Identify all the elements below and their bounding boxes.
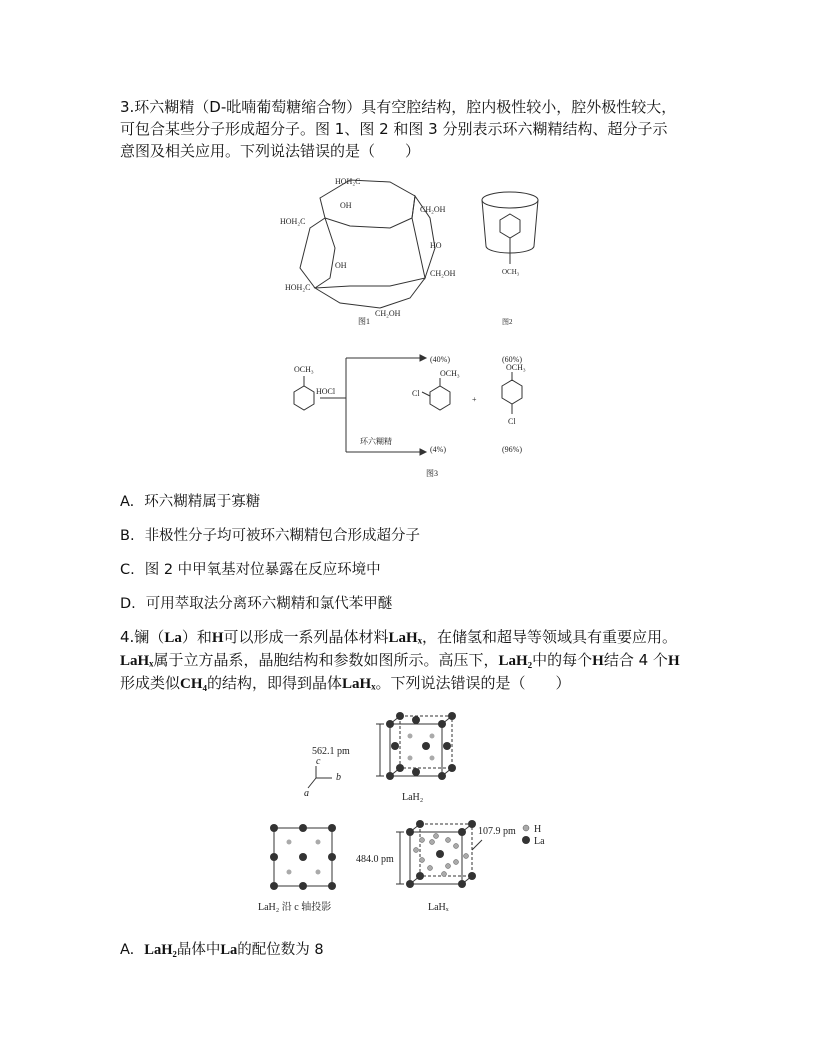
fig1-label-ch2oh-bottom: CH₂OH: [375, 309, 401, 318]
fig1-caption: 图1: [358, 317, 370, 326]
q4-line-2: [120, 649, 700, 672]
lah2-label: LaH₂: [402, 792, 424, 803]
axis-b-label: b: [336, 772, 341, 783]
option-label: C.: [120, 562, 135, 578]
q4-text: 结合 4 个: [603, 651, 668, 669]
axis-c-label: c: [316, 756, 321, 767]
fig3-reactant-sub: OCH₃: [294, 365, 314, 374]
q4-text: ，在储氢和超导等领域具有重要应用。: [422, 628, 678, 646]
option-text: 的配位数为 8: [237, 942, 324, 958]
fig1-label-oh-2: OH: [335, 261, 347, 270]
option-label: B.: [120, 528, 135, 544]
q3-line-2: 可包合某些分子形成超分子。图 1、图 2 和图 3 分别表示环六糊精结构、超分子示: [120, 120, 668, 138]
q4-text: 中的每个: [532, 651, 593, 669]
q4-text: ）和: [181, 628, 212, 646]
fig3-prod2-sub: OCH₃: [506, 363, 526, 372]
fig1-label-hoh2c-top: HOH₂C: [335, 177, 361, 186]
option-text: 环六糊精属于寡糖: [144, 494, 261, 510]
fig3-pct-top-right: (60%): [502, 355, 522, 364]
lahx-label: LaHₓ: [428, 902, 449, 913]
q4-line-1: [120, 626, 700, 649]
q4-formula: H: [667, 653, 680, 669]
reaction-scheme-figure: [280, 352, 540, 482]
q4-formula: LaH₂: [498, 653, 533, 669]
option-text: 图 2 中甲氧基对位暴露在反应环境中: [144, 562, 381, 578]
q4-text: 属于立方晶系，晶胞结构和参数如图所示。高压下，: [153, 651, 499, 669]
q3-line-3: 意图及相关应用。下列说法错误的是（ ）: [120, 142, 421, 160]
fig3-caption: 图3: [426, 469, 438, 478]
hh-distance: 107.9 pm: [478, 826, 516, 837]
option-formula: LaH₂: [144, 942, 177, 958]
option-label: A.: [120, 942, 135, 958]
fig3-reagent: HOCl: [316, 387, 336, 396]
q4-text: 。下列说法错误的是（ ）: [375, 674, 571, 692]
fig2-caption: 图2: [502, 318, 513, 326]
q3-option-c: [120, 560, 381, 580]
q4-formula: H: [211, 630, 224, 646]
fig3-prod2-cl: Cl: [508, 417, 516, 426]
fig3-prod1-cl: Cl: [412, 389, 420, 398]
option-text: 晶体中: [176, 942, 221, 958]
q4-text: 4.镧（: [120, 628, 165, 646]
lahx-param: 484.0 pm: [356, 854, 394, 865]
fig1-label-hoh2c-bottom: HOH₂C: [285, 283, 311, 292]
lah2-param: 562.1 pm: [312, 746, 350, 757]
q4-line-3: [120, 672, 700, 695]
fig3-plus: +: [472, 395, 477, 404]
fig1-label-ch2oh-lowright: CH₂OH: [430, 269, 456, 278]
question-3-stem: [120, 96, 700, 162]
option-label: A.: [120, 494, 135, 510]
fig3-prod1-sub: OCH₃: [440, 369, 460, 378]
crystal-structure-figure: [250, 700, 560, 920]
q3-option-d: [120, 594, 392, 614]
q3-line-1: 3.环六糊精（D-吡喃葡萄糖缩合物）具有空腔结构，腔内极性较小，腔外极性较大，: [120, 98, 677, 116]
fig2-host-guest: [482, 192, 538, 264]
projection-label: LaH₂ 沿 c 轴投影: [258, 902, 332, 913]
fig3-pct-bot-right: (96%): [502, 445, 522, 454]
q4-formula: LaHₓ: [342, 676, 376, 692]
legend-h-marker: [523, 825, 529, 831]
question-4-stem: [120, 626, 700, 695]
q4-text: 的结构，即得到晶体: [207, 674, 343, 692]
fig1-label-ch2oh-right: CH₂OH: [420, 205, 446, 214]
fig1-label-oh-1: OH: [340, 201, 352, 210]
q4-formula: La: [164, 630, 182, 646]
fig3-pct-top-left: (40%): [430, 355, 450, 364]
legend-h-text: H: [534, 824, 542, 835]
q3-option-a: [120, 492, 260, 512]
axis-a-label: a: [304, 788, 309, 799]
option-text: 可用萃取法分离环六糊精和氯代苯甲醚: [145, 596, 393, 612]
axes-indicator: [308, 766, 332, 788]
fig1-label-ho: HO: [430, 241, 442, 250]
lah2-atoms: [386, 712, 456, 780]
fig2-sub-label: OCH₃: [502, 268, 520, 276]
q3-option-b: [120, 526, 420, 546]
legend-la-marker: [522, 836, 530, 844]
cyclodextrin-figure: [280, 168, 540, 342]
fig3-catalyst: 环六糊精: [360, 437, 392, 446]
lah2-projection: [270, 824, 336, 890]
q4-option-a: [120, 940, 324, 960]
q4-formula: LaHₓ: [388, 630, 422, 646]
q4-formula: CH₄: [180, 676, 208, 692]
fig1-label-hoh2c-left: HOH₂C: [280, 217, 306, 226]
q4-formula: LaHₓ: [120, 653, 154, 669]
option-text: 非极性分子均可被环六糊精包合形成超分子: [144, 528, 421, 544]
q4-text: 可以形成一系列晶体材料: [223, 628, 389, 646]
q4-formula: H: [592, 653, 604, 669]
q4-text: 形成类似: [120, 674, 181, 692]
legend-la-text: La: [534, 836, 545, 847]
fig3-pct-bot-left: (4%): [430, 445, 446, 454]
option-formula: La: [220, 942, 238, 958]
option-label: D.: [120, 596, 136, 612]
